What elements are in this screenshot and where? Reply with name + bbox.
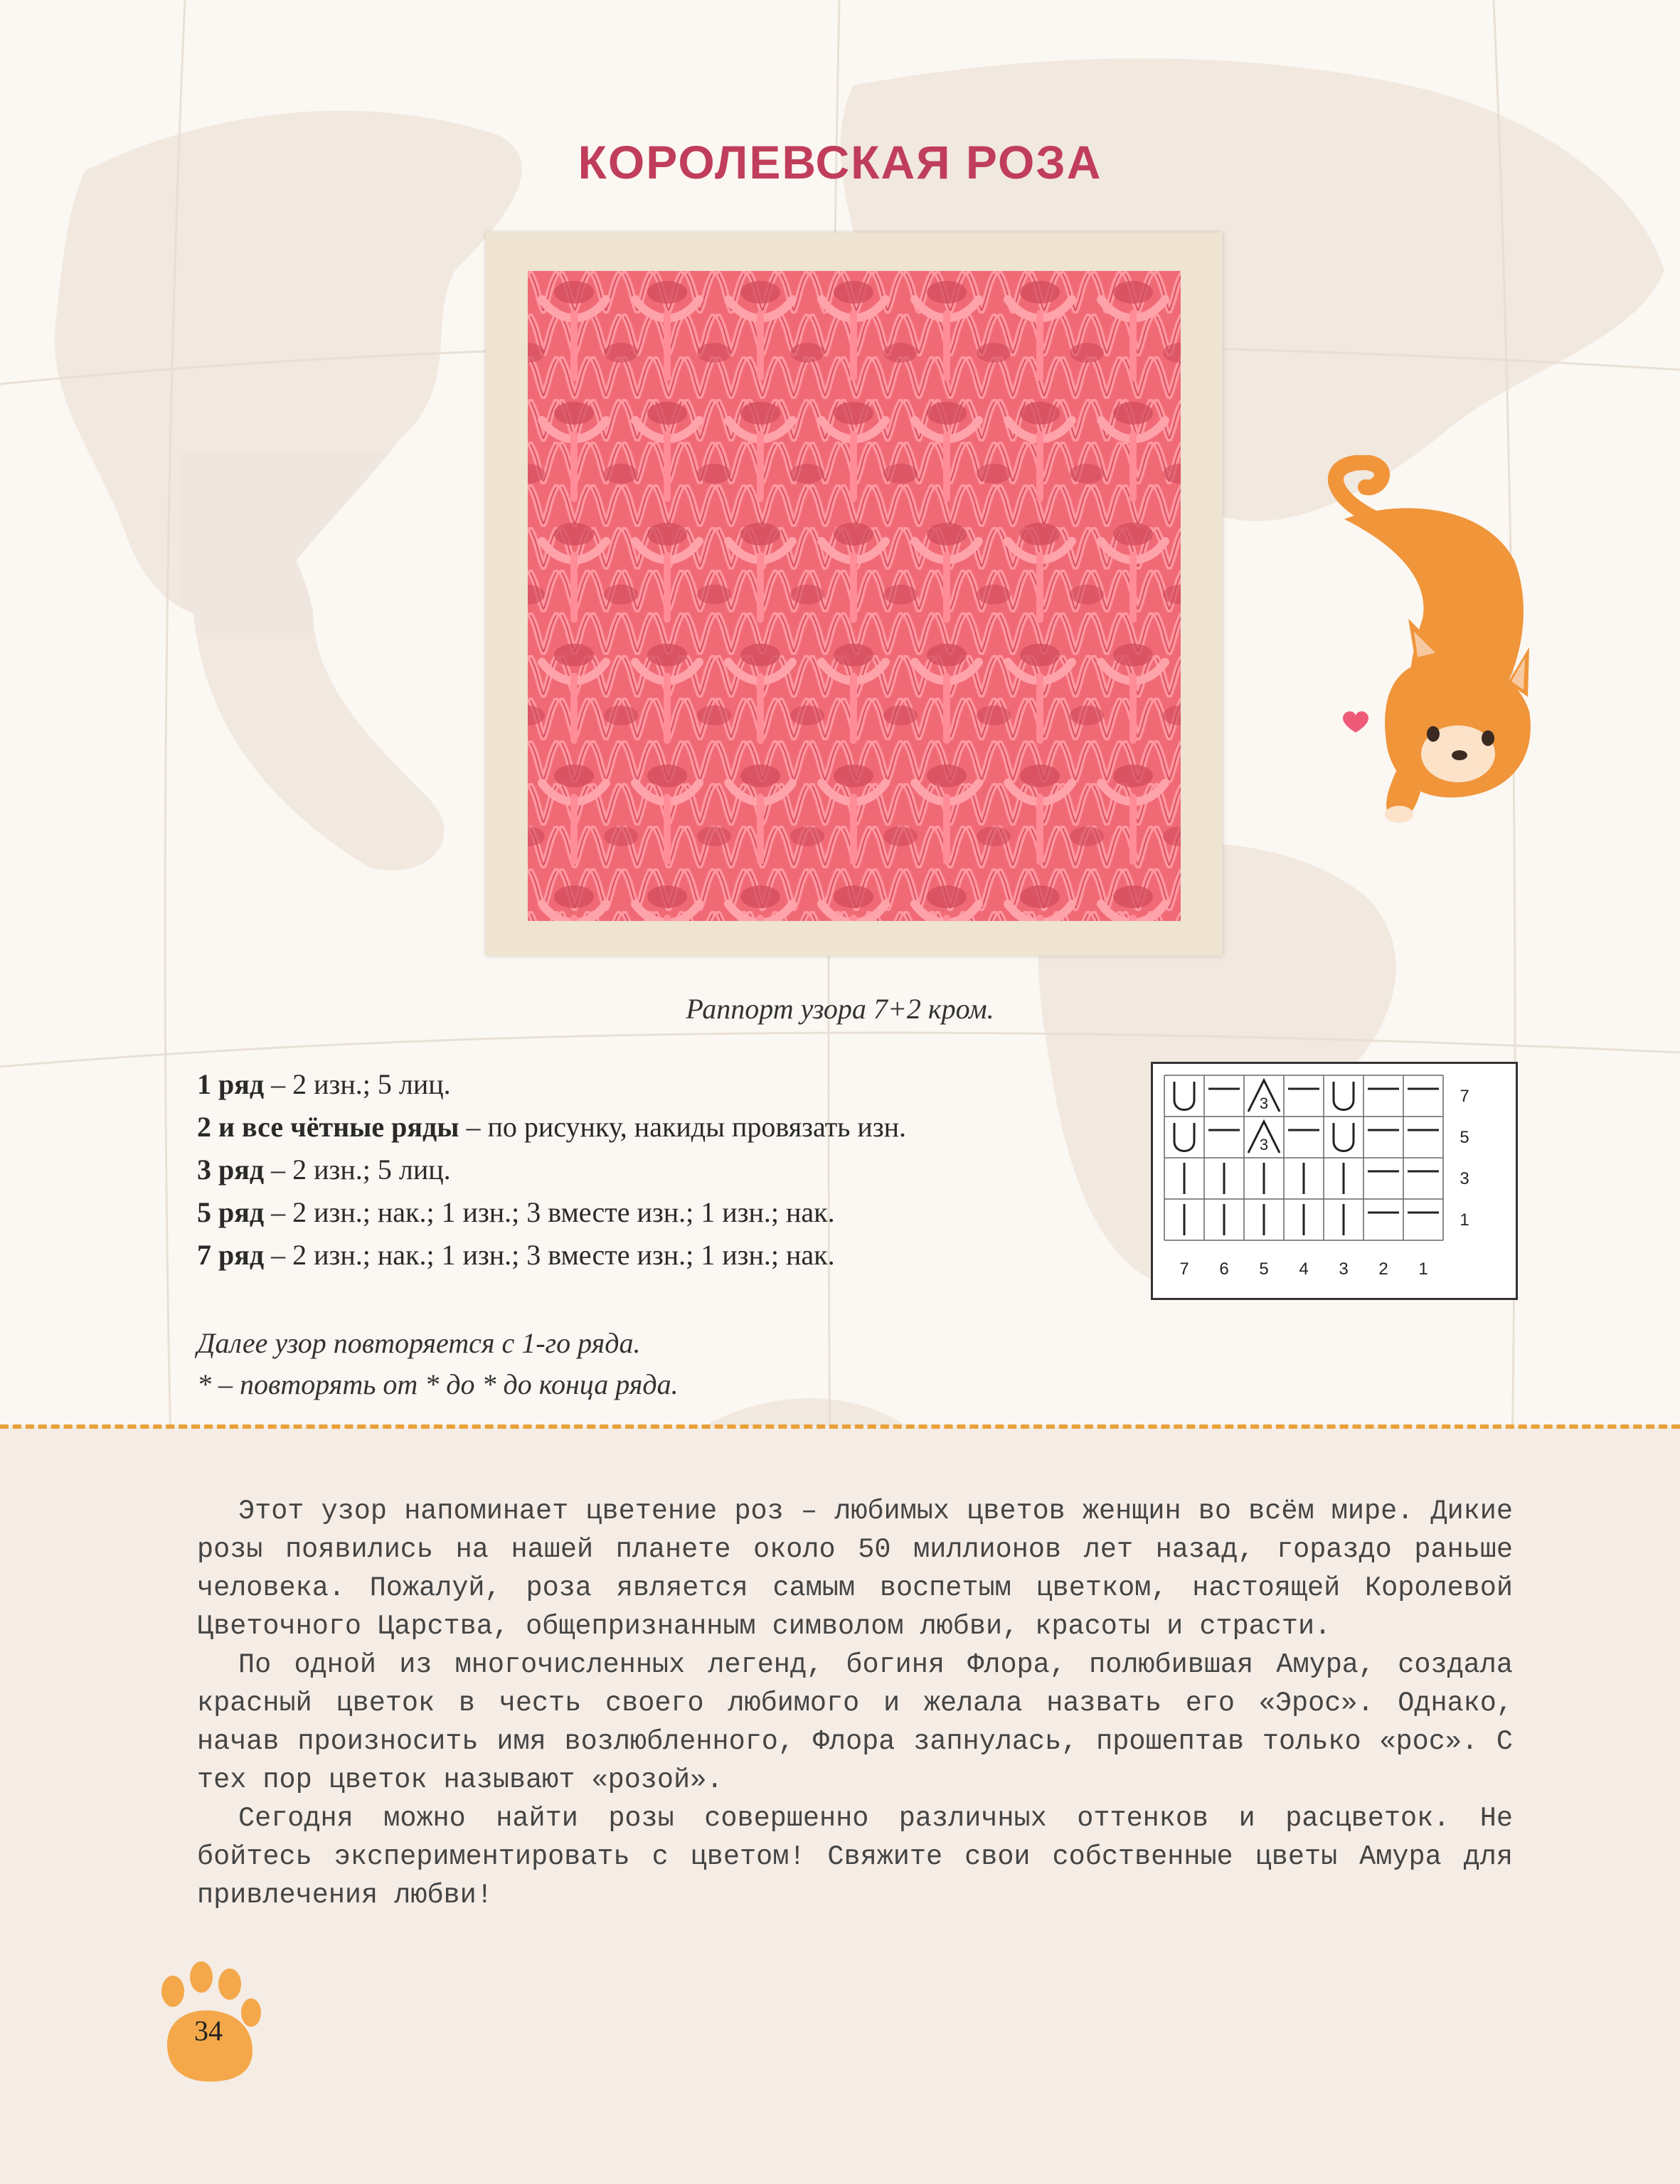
chart-column-label: 1	[1418, 1259, 1428, 1279]
chart-column-label: 6	[1219, 1259, 1229, 1279]
row-label: 1 ряд	[197, 1068, 265, 1100]
row-text: – 2 изн.; 5 лиц.	[264, 1068, 451, 1100]
row-text: – 2 изн.; 5 лиц.	[264, 1154, 451, 1186]
knit-sample-image	[528, 271, 1181, 921]
pattern-repeat-caption: Раппорт узора 7+2 кром.	[686, 993, 994, 1025]
chart-symbol-yarn-over	[1334, 1082, 1354, 1110]
chart-column-label: 4	[1299, 1259, 1309, 1279]
chart-row-label: 1	[1460, 1210, 1469, 1230]
row-label: 3 ряд	[197, 1154, 265, 1186]
chart-symbol-yarn-over	[1174, 1123, 1194, 1151]
row-instructions	[197, 1063, 1122, 1277]
story-paragraph-3: Сегодня можно найти розы совершенно различных оттенков и расцветок. Не бойтесь экспериментировать с цветом! Свяжите свои собственные цветы Амура для привлечения любви!	[197, 1803, 1513, 1911]
page-title: КОРОЛЕВСКАЯ РОЗА	[578, 136, 1102, 188]
chart-column-label: 5	[1259, 1259, 1269, 1279]
row-text: – по рисунку, накиды провязать изн.	[459, 1111, 907, 1143]
chart-column-label: 2	[1378, 1259, 1388, 1279]
story-text	[197, 1492, 1513, 1914]
instruction-row-3	[197, 1149, 1122, 1191]
cat-illustration	[1302, 455, 1536, 825]
note-asterisk: * – повторять от * до * до конца ряда.	[197, 1368, 679, 1400]
row-text: – 2 изн.; нак.; 1 изн.; 3 вместе изн.; 1 изн.; нак.	[264, 1196, 835, 1228]
instruction-row-5	[197, 1234, 1122, 1277]
row-label: 2 и все чётные ряды	[197, 1111, 459, 1143]
chart-symbol-number: 3	[1259, 1136, 1269, 1154]
instruction-row-4	[197, 1191, 1122, 1234]
chart-row-label: 5	[1460, 1128, 1469, 1147]
chart-symbol-yarn-over	[1334, 1123, 1354, 1151]
knitting-chart-grid	[1153, 1064, 1516, 1298]
chart-column-label: 7	[1179, 1259, 1189, 1279]
row-label: 5 ряд	[197, 1196, 265, 1228]
knitting-chart	[1151, 1062, 1518, 1300]
pattern-notes	[197, 1323, 1122, 1405]
note-repeat: Далее узор повторяется с 1-го ряда.	[197, 1327, 641, 1359]
row-text: – 2 изн.; нак.; 1 изн.; 3 вместе изн.; 1 изн.; нак.	[264, 1239, 835, 1271]
section-divider	[0, 1424, 1680, 1429]
knit-sample-photo	[486, 233, 1223, 956]
chart-symbol-yarn-over	[1174, 1082, 1194, 1110]
story-paragraph-2: По одной из многочисленных легенд, богиня Флора, полюбившая Амура, создала красный цветок в честь своего любимого и желала назвать его «Эрос». Однако, начав произносить имя возлюбленного, Флора запнулась, прошептав только «рос». С тех пор цветок называют «розой».	[197, 1649, 1513, 1796]
instruction-row-2	[197, 1106, 1122, 1149]
instruction-row-1	[197, 1063, 1122, 1106]
page-number: 34	[194, 2015, 223, 2047]
story-paragraph-1: Этот узор напоминает цветение роз – любимых цветов женщин во всём мире. Дикие розы появились на нашей планете около 50 миллионов лет назад, гораздо раньше человека. Пожалуй, роза является самым воспетым цветком, настоящей Королевой Цветочного Царства, общепризнанным символом любви, красоты и страсти.	[197, 1496, 1513, 1642]
chart-row-label: 7	[1460, 1087, 1469, 1106]
heart-icon	[1343, 711, 1368, 733]
chart-row-label: 3	[1460, 1169, 1469, 1188]
chart-symbol-number: 3	[1259, 1094, 1269, 1112]
row-label: 7 ряд	[197, 1239, 265, 1271]
chart-column-label: 3	[1339, 1259, 1349, 1279]
